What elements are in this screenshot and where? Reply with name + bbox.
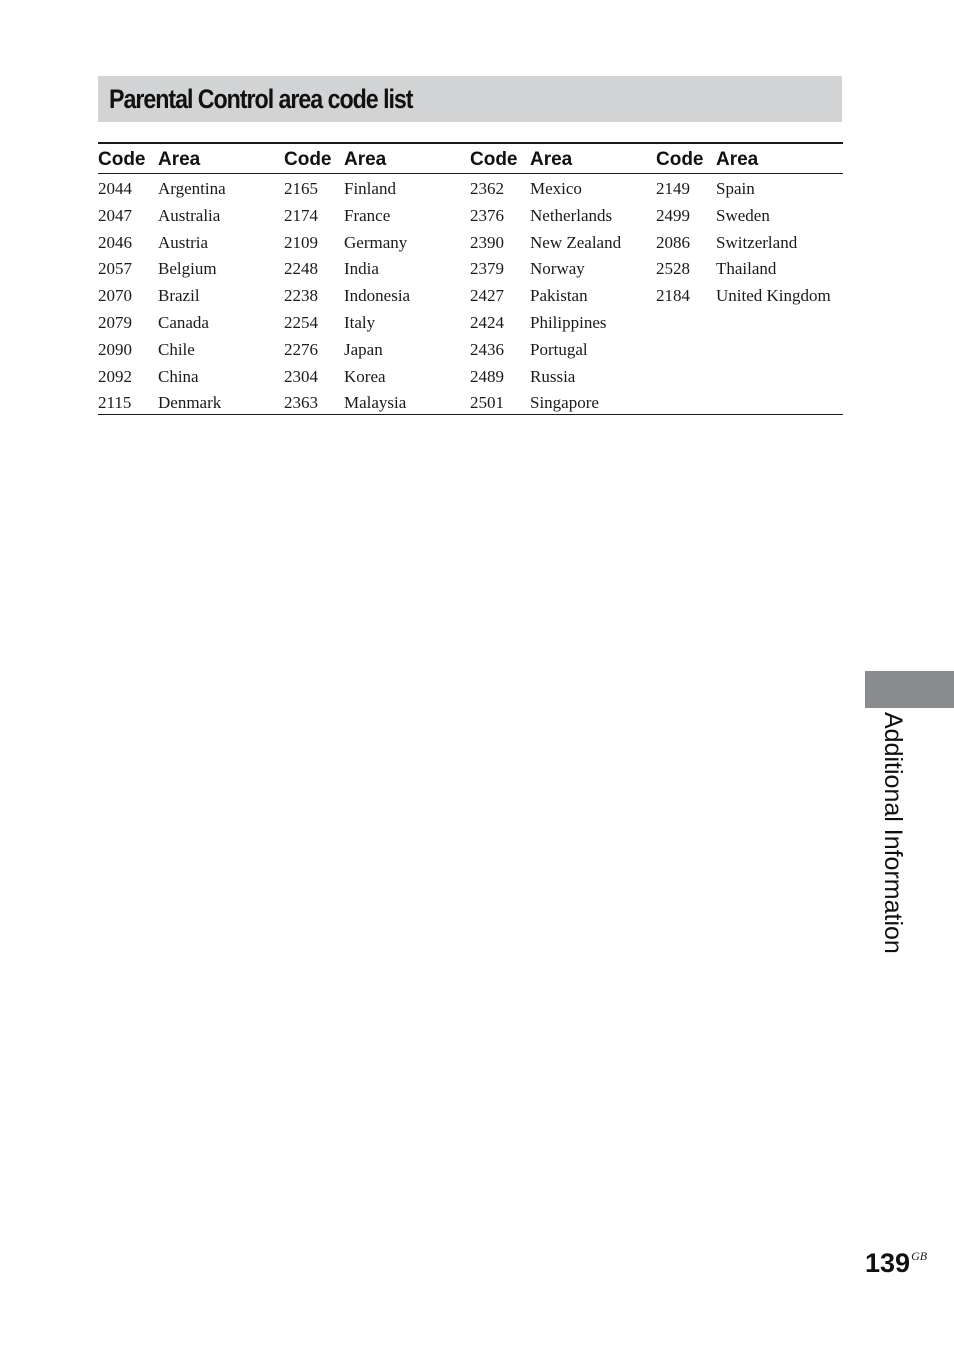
area-code-cell: 2184 (656, 286, 690, 306)
area-name-cell: Chile (158, 339, 195, 359)
table-row (98, 363, 843, 390)
table-row (98, 255, 843, 282)
area-name-cell: Singapore (530, 393, 599, 413)
area-name-cell: India (344, 259, 379, 279)
section-title-bar (98, 76, 842, 122)
side-tab-label: Additional Information (879, 712, 907, 954)
area-code-cell: 2047 (98, 205, 132, 225)
area-code-cell: 2390 (470, 232, 504, 252)
table-row (98, 282, 843, 309)
area-name-cell: Netherlands (530, 205, 613, 225)
area-code-cell: 2528 (656, 259, 690, 279)
area-name-cell: Pakistan (530, 286, 588, 306)
table-row (98, 229, 843, 256)
area-name-cell: Belgium (158, 259, 217, 279)
header-area: Area (158, 149, 201, 170)
table-row (98, 175, 843, 202)
area-name-cell: Sweden (716, 205, 770, 225)
area-name-cell: France (344, 205, 391, 225)
area-code-cell: 2086 (656, 232, 690, 252)
area-code-cell: 2499 (656, 205, 690, 225)
area-name-cell: Canada (158, 313, 209, 332)
page-number-suffix: GB (911, 1249, 928, 1263)
table-row (98, 202, 843, 229)
area-code-cell: 2363 (284, 393, 318, 413)
area-name-cell: Russia (530, 366, 576, 386)
table-header (98, 144, 843, 174)
area-name-cell: Denmark (158, 393, 222, 413)
area-name-cell: Australia (158, 205, 221, 225)
area-name-cell: Korea (344, 366, 386, 386)
table-body (98, 174, 843, 414)
area-code-cell: 2109 (284, 232, 318, 252)
area-code-cell: 2079 (98, 313, 132, 332)
area-name-cell: Switzerland (716, 232, 798, 252)
table-row (98, 336, 843, 363)
area-name-cell: Austria (158, 232, 209, 252)
header-code: Code (656, 149, 704, 170)
area-code-cell: 2424 (470, 313, 504, 332)
area-name-cell: China (158, 366, 199, 386)
area-code-cell: 2501 (470, 393, 504, 413)
area-code-cell: 2254 (284, 313, 318, 332)
header-area: Area (344, 149, 387, 170)
area-name-cell: Brazil (158, 286, 200, 306)
area-name-cell: United Kingdom (716, 286, 831, 306)
area-code-cell: 2362 (470, 179, 504, 198)
header-area: Area (530, 149, 573, 170)
area-code-cell: 2174 (284, 205, 318, 225)
area-name-cell: Argentina (158, 179, 226, 198)
area-name-cell: Indonesia (344, 286, 411, 306)
area-code-cell: 2248 (284, 259, 318, 279)
area-code-cell: 2489 (470, 366, 504, 386)
area-name-cell: Malaysia (344, 393, 407, 413)
area-code-cell: 2090 (98, 339, 132, 359)
header-code: Code (470, 149, 518, 170)
page-title: Parental Control area code list (109, 84, 413, 114)
page-number (865, 1248, 927, 1279)
area-name-cell: Norway (530, 259, 585, 279)
area-name-cell: Italy (344, 313, 376, 332)
area-code-table (98, 142, 843, 415)
area-code-cell: 2376 (470, 205, 504, 225)
area-code-cell: 2436 (470, 339, 504, 359)
area-name-cell: Mexico (530, 179, 582, 198)
area-code-cell: 2070 (98, 286, 132, 306)
area-name-cell: Finland (344, 179, 396, 198)
area-code-cell: 2427 (470, 286, 504, 306)
header-code: Code (98, 149, 146, 170)
page-number-value: 139 (865, 1248, 911, 1278)
area-code-cell: 2379 (470, 259, 504, 279)
area-code-cell: 2057 (98, 259, 132, 279)
area-code-cell: 2238 (284, 286, 318, 306)
table-row (98, 309, 843, 336)
header-code: Code (284, 149, 332, 170)
area-code-cell: 2276 (284, 339, 318, 359)
side-tab-marker (865, 671, 954, 708)
area-code-cell: 2165 (284, 179, 318, 198)
area-code-cell: 2304 (284, 366, 318, 386)
area-name-cell: Portugal (530, 339, 588, 359)
area-name-cell: New Zealand (530, 232, 622, 252)
area-code-cell: 2092 (98, 366, 132, 386)
area-name-cell: Philippines (530, 313, 607, 332)
area-code-cell: 2046 (98, 232, 132, 252)
area-code-cell: 2149 (656, 179, 690, 198)
area-name-cell: Spain (716, 179, 755, 198)
area-name-cell: Germany (344, 232, 408, 252)
header-area: Area (716, 149, 759, 170)
area-code-cell: 2115 (98, 393, 132, 413)
area-code-cell: 2044 (98, 179, 132, 198)
table-row (98, 389, 843, 416)
area-name-cell: Japan (344, 339, 383, 359)
area-name-cell: Thailand (716, 259, 777, 279)
